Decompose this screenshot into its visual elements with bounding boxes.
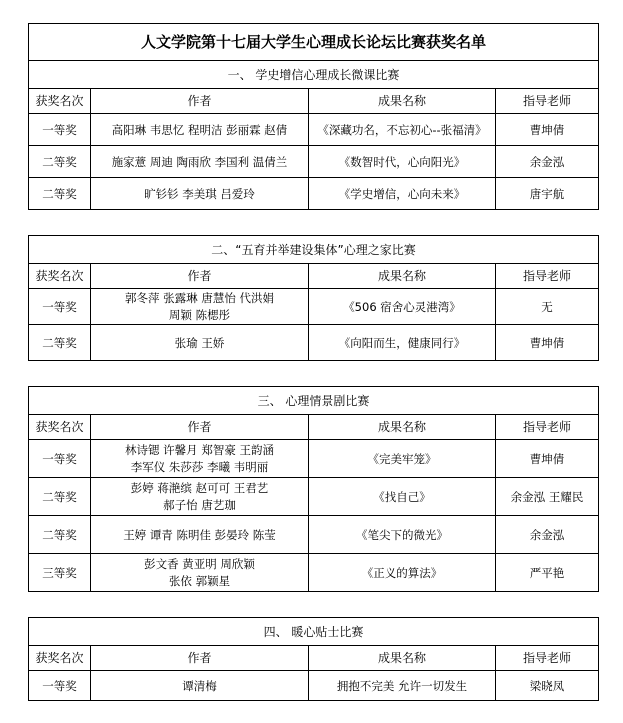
work-cell: 《完美牢笼》 <box>309 440 496 478</box>
author-cell: 张瑜 王娇 <box>91 325 309 361</box>
teacher-cell: 余金泓 <box>496 146 599 178</box>
table-row <box>29 440 599 478</box>
table-row <box>29 554 599 592</box>
section-title: 一、 学史增信心理成长微课比赛 <box>29 61 599 89</box>
author-cell: 谭清梅 <box>91 671 309 701</box>
rank-cell: 二等奖 <box>29 178 91 210</box>
author-line: 郭冬萍 张露琳 唐慧怡 代洪娟 <box>125 290 274 305</box>
rank-cell: 二等奖 <box>29 516 91 554</box>
work-cell: 《正义的算法》 <box>309 554 496 592</box>
section-4-table <box>28 617 599 701</box>
section-title: 四、 暖心贴士比赛 <box>29 618 599 646</box>
author-line: 李军仪 朱莎莎 李曦 韦明丽 <box>130 459 269 474</box>
header-work: 成果名称 <box>309 415 496 440</box>
header-work: 成果名称 <box>309 264 496 289</box>
teacher-cell: 余金泓 <box>496 516 599 554</box>
author-line: 郝子怡 唐艺珈 <box>163 497 236 512</box>
header-rank: 获奖名次 <box>29 264 91 289</box>
table-row <box>29 325 599 361</box>
section-2-table <box>28 235 599 361</box>
work-cell: 《找自己》 <box>309 478 496 516</box>
work-cell: 拥抱不完美 允许一切发生 <box>309 671 496 701</box>
author-cell: 旷钐钐 李美琪 吕爱玲 <box>91 178 309 210</box>
teacher-cell: 曹坤倩 <box>496 440 599 478</box>
table-row <box>29 671 599 701</box>
header-work: 成果名称 <box>309 89 496 114</box>
header-rank: 获奖名次 <box>29 646 91 671</box>
rank-cell: 一等奖 <box>29 289 91 325</box>
author-cell <box>91 289 309 325</box>
author-cell: 施家薏 周迪 陶雨欣 李国利 温倩兰 <box>91 146 309 178</box>
document-title: 人文学院第十七届大学生心理成长论坛比赛获奖名单 <box>29 24 599 61</box>
section-title: 三、 心理情景剧比赛 <box>29 387 599 415</box>
header-work: 成果名称 <box>309 646 496 671</box>
rank-cell: 一等奖 <box>29 440 91 478</box>
author-line: 张依 郭颖星 <box>168 573 231 588</box>
teacher-cell: 曹坤倩 <box>496 325 599 361</box>
table-row <box>29 178 599 210</box>
work-cell: 《笔尖下的微光》 <box>309 516 496 554</box>
header-teacher: 指导老师 <box>496 264 599 289</box>
header-author: 作者 <box>91 264 309 289</box>
header-row <box>29 415 599 440</box>
work-cell: 《向阳而生，健康同行》 <box>309 325 496 361</box>
teacher-cell: 严平艳 <box>496 554 599 592</box>
table-row <box>29 146 599 178</box>
header-author: 作者 <box>91 415 309 440</box>
header-author: 作者 <box>91 646 309 671</box>
table-row <box>29 478 599 516</box>
header-row <box>29 264 599 289</box>
author-line: 林诗锶 许馨月 郑智豪 王韵涵 <box>125 442 274 457</box>
header-rank: 获奖名次 <box>29 415 91 440</box>
section-1-table <box>28 23 599 210</box>
header-rank: 获奖名次 <box>29 89 91 114</box>
header-row <box>29 646 599 671</box>
rank-cell: 一等奖 <box>29 671 91 701</box>
header-teacher: 指导老师 <box>496 415 599 440</box>
table-row <box>29 114 599 146</box>
author-cell <box>91 440 309 478</box>
teacher-cell: 曹坤倩 <box>496 114 599 146</box>
table-row <box>29 516 599 554</box>
teacher-cell: 梁晓凤 <box>496 671 599 701</box>
rank-cell: 二等奖 <box>29 146 91 178</box>
work-cell: 《学史增信，心向未来》 <box>309 178 496 210</box>
author-cell <box>91 478 309 516</box>
header-author: 作者 <box>91 89 309 114</box>
author-line: 周颖 陈楒彤 <box>168 307 231 322</box>
section-3-table <box>28 386 599 592</box>
work-cell: 《506 宿舍心灵港湾》 <box>309 289 496 325</box>
teacher-cell: 唐宇航 <box>496 178 599 210</box>
teacher-cell: 无 <box>496 289 599 325</box>
author-cell: 王婷 谭青 陈明佳 彭晏玲 陈莹 <box>91 516 309 554</box>
rank-cell: 一等奖 <box>29 114 91 146</box>
work-cell: 《数智时代，心向阳光》 <box>309 146 496 178</box>
rank-cell: 二等奖 <box>29 478 91 516</box>
rank-cell: 二等奖 <box>29 325 91 361</box>
header-teacher: 指导老师 <box>496 89 599 114</box>
author-cell: 高阳琳 韦思忆 程明洁 彭丽霖 赵倩 <box>91 114 309 146</box>
work-cell: 《深藏功名，不忘初心--张福清》 <box>309 114 496 146</box>
rank-cell: 三等奖 <box>29 554 91 592</box>
author-cell <box>91 554 309 592</box>
author-line: 彭婷 蒋滟缤 赵可可 王君艺 <box>130 480 269 495</box>
teacher-cell: 余金泓 王耀民 <box>496 478 599 516</box>
header-row <box>29 89 599 114</box>
table-row <box>29 289 599 325</box>
header-teacher: 指导老师 <box>496 646 599 671</box>
author-line: 彭文香 黄亚明 周欣颖 <box>144 556 255 571</box>
section-title: 二、“五育并举建设集体”心理之家比赛 <box>29 236 599 264</box>
